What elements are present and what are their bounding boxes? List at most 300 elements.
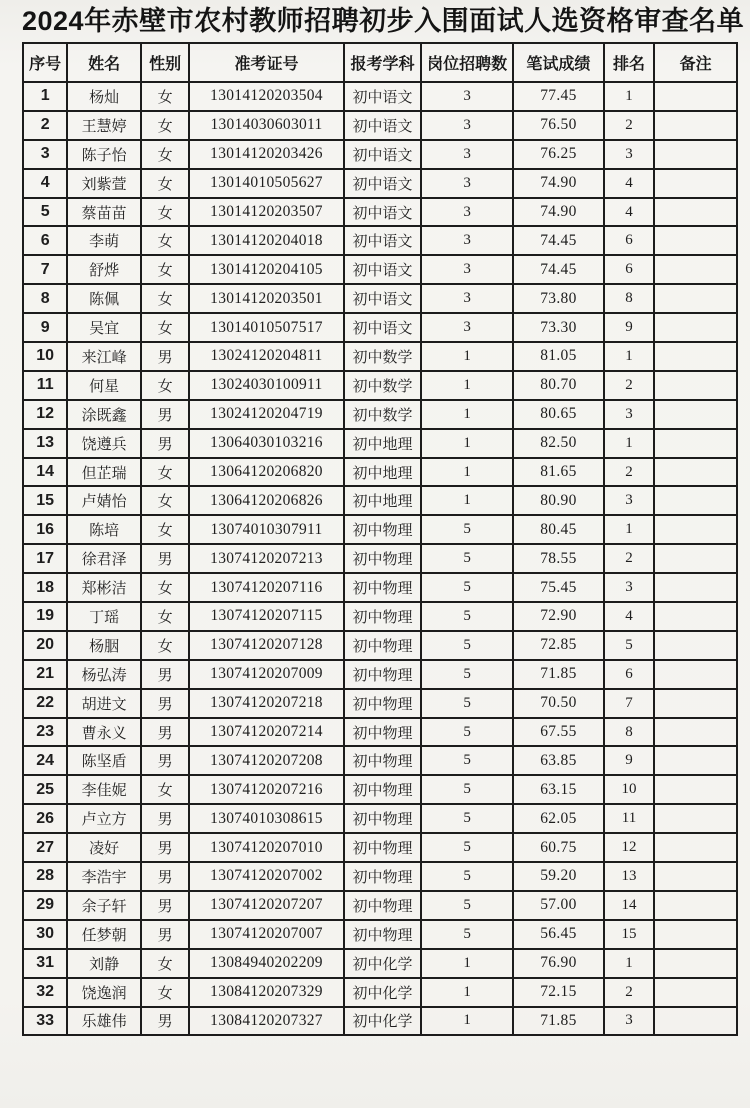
- subject-cell: 初中语文: [344, 313, 422, 342]
- gender-cell: 女: [141, 198, 189, 227]
- gender-cell: 男: [141, 920, 189, 949]
- subject-cell: 初中化学: [344, 1007, 422, 1036]
- serial-cell: 8: [23, 284, 67, 313]
- subject-cell: 初中语文: [344, 169, 422, 198]
- page-title: 2024年赤壁市农村教师招聘初步入围面试人选资格审查名单: [22, 6, 745, 36]
- gender-cell: 女: [141, 486, 189, 515]
- positions-cell: 5: [421, 515, 513, 544]
- remarks-cell: [654, 371, 737, 400]
- column-header: 笔试成绩: [513, 43, 604, 82]
- positions-cell: 3: [421, 313, 513, 342]
- serial-cell: 19: [23, 602, 67, 631]
- rank-cell: 13: [604, 862, 654, 891]
- remarks-cell: [654, 111, 737, 140]
- score-cell: 80.45: [513, 515, 604, 544]
- gender-cell: 女: [141, 978, 189, 1007]
- score-cell: 63.15: [513, 775, 604, 804]
- positions-cell: 3: [421, 198, 513, 227]
- remarks-cell: [654, 804, 737, 833]
- positions-cell: 5: [421, 775, 513, 804]
- gender-cell: 女: [141, 631, 189, 660]
- positions-cell: 1: [421, 458, 513, 487]
- exam-id-cell: 13074120207116: [189, 573, 343, 602]
- rank-cell: 1: [604, 82, 654, 111]
- rank-cell: 4: [604, 169, 654, 198]
- table-row: [23, 515, 737, 544]
- table-row: [23, 400, 737, 429]
- serial-cell: 21: [23, 660, 67, 689]
- subject-cell: 初中物理: [344, 775, 422, 804]
- gender-cell: 女: [141, 255, 189, 284]
- positions-cell: 3: [421, 169, 513, 198]
- remarks-cell: [654, 862, 737, 891]
- gender-cell: 男: [141, 544, 189, 573]
- exam-id-cell: 13074120207002: [189, 862, 343, 891]
- score-cell: 73.80: [513, 284, 604, 313]
- serial-cell: 14: [23, 458, 67, 487]
- subject-cell: 初中物理: [344, 660, 422, 689]
- serial-cell: 30: [23, 920, 67, 949]
- score-cell: 82.50: [513, 429, 604, 458]
- serial-cell: 26: [23, 804, 67, 833]
- exam-id-cell: 13074120207218: [189, 689, 343, 718]
- remarks-cell: [654, 198, 737, 227]
- name-cell: 丁瑶: [67, 602, 141, 631]
- positions-cell: 1: [421, 342, 513, 371]
- remarks-cell: [654, 689, 737, 718]
- serial-cell: 25: [23, 775, 67, 804]
- rank-cell: 11: [604, 804, 654, 833]
- gender-cell: 男: [141, 746, 189, 775]
- table-row: [23, 660, 737, 689]
- column-header: 备注: [654, 43, 737, 82]
- remarks-cell: [654, 255, 737, 284]
- table-row: [23, 862, 737, 891]
- gender-cell: 男: [141, 891, 189, 920]
- name-cell: 曹永义: [67, 718, 141, 747]
- table-row: [23, 891, 737, 920]
- table-row: [23, 169, 737, 198]
- table-row: [23, 718, 737, 747]
- remarks-cell: [654, 226, 737, 255]
- positions-cell: 5: [421, 920, 513, 949]
- serial-cell: 29: [23, 891, 67, 920]
- positions-cell: 3: [421, 284, 513, 313]
- table-row: [23, 1007, 737, 1036]
- rank-cell: 3: [604, 1007, 654, 1036]
- name-cell: 来江峰: [67, 342, 141, 371]
- column-header: 准考证号: [189, 43, 343, 82]
- remarks-cell: [654, 515, 737, 544]
- table-row: [23, 140, 737, 169]
- score-cell: 78.55: [513, 544, 604, 573]
- name-cell: 何星: [67, 371, 141, 400]
- serial-cell: 3: [23, 140, 67, 169]
- serial-cell: 24: [23, 746, 67, 775]
- rank-cell: 9: [604, 746, 654, 775]
- rank-cell: 15: [604, 920, 654, 949]
- gender-cell: 女: [141, 458, 189, 487]
- score-cell: 80.70: [513, 371, 604, 400]
- gender-cell: 女: [141, 111, 189, 140]
- remarks-cell: [654, 949, 737, 978]
- remarks-cell: [654, 920, 737, 949]
- table-row: [23, 82, 737, 111]
- name-cell: 李浩宇: [67, 862, 141, 891]
- positions-cell: 1: [421, 429, 513, 458]
- serial-cell: 23: [23, 718, 67, 747]
- remarks-cell: [654, 891, 737, 920]
- positions-cell: 5: [421, 602, 513, 631]
- positions-cell: 5: [421, 631, 513, 660]
- remarks-cell: [654, 140, 737, 169]
- name-cell: 卢婧怡: [67, 486, 141, 515]
- column-header: 姓名: [67, 43, 141, 82]
- name-cell: 杨弘涛: [67, 660, 141, 689]
- score-cell: 60.75: [513, 833, 604, 862]
- positions-cell: 3: [421, 226, 513, 255]
- exam-id-cell: 13074120207214: [189, 718, 343, 747]
- name-cell: 陈子怡: [67, 140, 141, 169]
- score-cell: 74.45: [513, 226, 604, 255]
- remarks-cell: [654, 400, 737, 429]
- rank-cell: 2: [604, 111, 654, 140]
- score-cell: 75.45: [513, 573, 604, 602]
- exam-id-cell: 13064120206826: [189, 486, 343, 515]
- serial-cell: 2: [23, 111, 67, 140]
- name-cell: 陈培: [67, 515, 141, 544]
- subject-cell: 初中物理: [344, 631, 422, 660]
- subject-cell: 初中物理: [344, 833, 422, 862]
- serial-cell: 33: [23, 1007, 67, 1036]
- table-row: [23, 775, 737, 804]
- name-cell: 吴宜: [67, 313, 141, 342]
- rank-cell: 3: [604, 140, 654, 169]
- name-cell: 陈佩: [67, 284, 141, 313]
- serial-cell: 12: [23, 400, 67, 429]
- roster-body: [23, 82, 737, 1035]
- gender-cell: 男: [141, 400, 189, 429]
- rank-cell: 2: [604, 371, 654, 400]
- remarks-cell: [654, 631, 737, 660]
- score-cell: 71.85: [513, 1007, 604, 1036]
- subject-cell: 初中物理: [344, 573, 422, 602]
- name-cell: 胡进文: [67, 689, 141, 718]
- positions-cell: 5: [421, 544, 513, 573]
- serial-cell: 9: [23, 313, 67, 342]
- name-cell: 郑彬洁: [67, 573, 141, 602]
- subject-cell: 初中数学: [344, 371, 422, 400]
- gender-cell: 女: [141, 949, 189, 978]
- rank-cell: 1: [604, 342, 654, 371]
- subject-cell: 初中物理: [344, 602, 422, 631]
- gender-cell: 女: [141, 313, 189, 342]
- table-row: [23, 602, 737, 631]
- gender-cell: 女: [141, 515, 189, 544]
- score-cell: 57.00: [513, 891, 604, 920]
- exam-id-cell: 13014120203507: [189, 198, 343, 227]
- name-cell: 饶逸润: [67, 978, 141, 1007]
- table-row: [23, 631, 737, 660]
- table-row: [23, 689, 737, 718]
- subject-cell: 初中物理: [344, 689, 422, 718]
- name-cell: 乐雄伟: [67, 1007, 141, 1036]
- exam-id-cell: 13014030603011: [189, 111, 343, 140]
- exam-id-cell: 13074120207009: [189, 660, 343, 689]
- score-cell: 81.65: [513, 458, 604, 487]
- remarks-cell: [654, 342, 737, 371]
- positions-cell: 1: [421, 486, 513, 515]
- score-cell: 74.45: [513, 255, 604, 284]
- gender-cell: 男: [141, 718, 189, 747]
- subject-cell: 初中语文: [344, 226, 422, 255]
- serial-cell: 10: [23, 342, 67, 371]
- subject-cell: 初中化学: [344, 978, 422, 1007]
- serial-cell: 15: [23, 486, 67, 515]
- serial-cell: 7: [23, 255, 67, 284]
- name-cell: 任梦朝: [67, 920, 141, 949]
- table-row: [23, 198, 737, 227]
- score-cell: 67.55: [513, 718, 604, 747]
- subject-cell: 初中语文: [344, 82, 422, 111]
- rank-cell: 4: [604, 602, 654, 631]
- name-cell: 饶遵兵: [67, 429, 141, 458]
- serial-cell: 31: [23, 949, 67, 978]
- exam-id-cell: 13074010308615: [189, 804, 343, 833]
- gender-cell: 女: [141, 602, 189, 631]
- remarks-cell: [654, 458, 737, 487]
- rank-cell: 8: [604, 718, 654, 747]
- exam-id-cell: 13014120204018: [189, 226, 343, 255]
- gender-cell: 男: [141, 862, 189, 891]
- score-cell: 62.05: [513, 804, 604, 833]
- subject-cell: 初中语文: [344, 140, 422, 169]
- exam-id-cell: 13024120204811: [189, 342, 343, 371]
- serial-cell: 11: [23, 371, 67, 400]
- exam-id-cell: 13014010505627: [189, 169, 343, 198]
- exam-id-cell: 13074120207208: [189, 746, 343, 775]
- remarks-cell: [654, 746, 737, 775]
- rank-cell: 6: [604, 226, 654, 255]
- gender-cell: 女: [141, 284, 189, 313]
- exam-id-cell: 13014010507517: [189, 313, 343, 342]
- remarks-cell: [654, 429, 737, 458]
- score-cell: 76.90: [513, 949, 604, 978]
- positions-cell: 5: [421, 660, 513, 689]
- exam-id-cell: 13014120204105: [189, 255, 343, 284]
- score-cell: 72.85: [513, 631, 604, 660]
- subject-cell: 初中地理: [344, 458, 422, 487]
- score-cell: 72.15: [513, 978, 604, 1007]
- remarks-cell: [654, 486, 737, 515]
- positions-cell: 5: [421, 833, 513, 862]
- remarks-cell: [654, 602, 737, 631]
- serial-cell: 32: [23, 978, 67, 1007]
- exam-id-cell: 13014120203504: [189, 82, 343, 111]
- table-row: [23, 833, 737, 862]
- score-cell: 77.45: [513, 82, 604, 111]
- exam-id-cell: 13084120207329: [189, 978, 343, 1007]
- gender-cell: 女: [141, 775, 189, 804]
- serial-cell: 18: [23, 573, 67, 602]
- name-cell: 王慧婷: [67, 111, 141, 140]
- rank-cell: 3: [604, 400, 654, 429]
- score-cell: 80.90: [513, 486, 604, 515]
- header-row: [23, 43, 737, 82]
- name-cell: 李萌: [67, 226, 141, 255]
- positions-cell: 5: [421, 689, 513, 718]
- subject-cell: 初中语文: [344, 111, 422, 140]
- exam-id-cell: 13014120203501: [189, 284, 343, 313]
- gender-cell: 男: [141, 1007, 189, 1036]
- rank-cell: 2: [604, 458, 654, 487]
- serial-cell: 4: [23, 169, 67, 198]
- table-row: [23, 920, 737, 949]
- serial-cell: 16: [23, 515, 67, 544]
- name-cell: 舒烨: [67, 255, 141, 284]
- gender-cell: 男: [141, 804, 189, 833]
- positions-cell: 1: [421, 978, 513, 1007]
- score-cell: 72.90: [513, 602, 604, 631]
- rank-cell: 3: [604, 573, 654, 602]
- table-row: [23, 429, 737, 458]
- positions-cell: 1: [421, 371, 513, 400]
- remarks-cell: [654, 169, 737, 198]
- rank-cell: 9: [604, 313, 654, 342]
- remarks-cell: [654, 978, 737, 1007]
- name-cell: 徐君泽: [67, 544, 141, 573]
- positions-cell: 5: [421, 746, 513, 775]
- remarks-cell: [654, 544, 737, 573]
- roster-table: [22, 42, 738, 1036]
- subject-cell: 初中物理: [344, 891, 422, 920]
- score-cell: 80.65: [513, 400, 604, 429]
- remarks-cell: [654, 660, 737, 689]
- positions-cell: 5: [421, 891, 513, 920]
- name-cell: 但芷瑞: [67, 458, 141, 487]
- serial-cell: 17: [23, 544, 67, 573]
- table-row: [23, 255, 737, 284]
- name-cell: 刘静: [67, 949, 141, 978]
- name-cell: 蔡苗苗: [67, 198, 141, 227]
- subject-cell: 初中物理: [344, 920, 422, 949]
- exam-id-cell: 13074120207207: [189, 891, 343, 920]
- gender-cell: 女: [141, 140, 189, 169]
- score-cell: 81.05: [513, 342, 604, 371]
- serial-cell: 1: [23, 82, 67, 111]
- exam-id-cell: 13064120206820: [189, 458, 343, 487]
- column-header: 报考学科: [344, 43, 422, 82]
- rank-cell: 5: [604, 631, 654, 660]
- subject-cell: 初中物理: [344, 746, 422, 775]
- gender-cell: 男: [141, 833, 189, 862]
- column-header: 岗位招聘数: [421, 43, 513, 82]
- positions-cell: 1: [421, 400, 513, 429]
- score-cell: 76.25: [513, 140, 604, 169]
- serial-cell: 20: [23, 631, 67, 660]
- table-row: [23, 111, 737, 140]
- positions-cell: 3: [421, 111, 513, 140]
- subject-cell: 初中语文: [344, 198, 422, 227]
- positions-cell: 5: [421, 573, 513, 602]
- rank-cell: 3: [604, 486, 654, 515]
- name-cell: 余子轩: [67, 891, 141, 920]
- table-row: [23, 573, 737, 602]
- remarks-cell: [654, 718, 737, 747]
- rank-cell: 12: [604, 833, 654, 862]
- rank-cell: 6: [604, 255, 654, 284]
- exam-id-cell: 13074010307911: [189, 515, 343, 544]
- exam-id-cell: 13074120207115: [189, 602, 343, 631]
- rank-cell: 2: [604, 978, 654, 1007]
- name-cell: 涂既鑫: [67, 400, 141, 429]
- exam-id-cell: 13074120207128: [189, 631, 343, 660]
- serial-cell: 28: [23, 862, 67, 891]
- table-row: [23, 313, 737, 342]
- serial-cell: 27: [23, 833, 67, 862]
- name-cell: 李佳妮: [67, 775, 141, 804]
- gender-cell: 女: [141, 226, 189, 255]
- table-row: [23, 978, 737, 1007]
- subject-cell: 初中语文: [344, 255, 422, 284]
- rank-cell: 2: [604, 544, 654, 573]
- gender-cell: 女: [141, 371, 189, 400]
- exam-id-cell: 13084120207327: [189, 1007, 343, 1036]
- table-row: [23, 371, 737, 400]
- positions-cell: 5: [421, 862, 513, 891]
- exam-id-cell: 13064030103216: [189, 429, 343, 458]
- rank-cell: 4: [604, 198, 654, 227]
- table-row: [23, 544, 737, 573]
- serial-cell: 6: [23, 226, 67, 255]
- remarks-cell: [654, 313, 737, 342]
- positions-cell: 5: [421, 804, 513, 833]
- score-cell: 74.90: [513, 169, 604, 198]
- rank-cell: 8: [604, 284, 654, 313]
- subject-cell: 初中数学: [344, 342, 422, 371]
- subject-cell: 初中物理: [344, 862, 422, 891]
- rank-cell: 1: [604, 429, 654, 458]
- name-cell: 卢立方: [67, 804, 141, 833]
- score-cell: 59.20: [513, 862, 604, 891]
- column-header: 排名: [604, 43, 654, 82]
- positions-cell: 1: [421, 1007, 513, 1036]
- gender-cell: 男: [141, 660, 189, 689]
- remarks-cell: [654, 284, 737, 313]
- serial-cell: 22: [23, 689, 67, 718]
- positions-cell: 3: [421, 82, 513, 111]
- positions-cell: 1: [421, 949, 513, 978]
- table-row: [23, 486, 737, 515]
- remarks-cell: [654, 573, 737, 602]
- remarks-cell: [654, 82, 737, 111]
- gender-cell: 男: [141, 342, 189, 371]
- subject-cell: 初中数学: [344, 400, 422, 429]
- subject-cell: 初中地理: [344, 486, 422, 515]
- table-row: [23, 804, 737, 833]
- positions-cell: 5: [421, 718, 513, 747]
- gender-cell: 女: [141, 573, 189, 602]
- exam-id-cell: 13024120204719: [189, 400, 343, 429]
- column-header: 序号: [23, 43, 67, 82]
- rank-cell: 14: [604, 891, 654, 920]
- score-cell: 71.85: [513, 660, 604, 689]
- serial-cell: 13: [23, 429, 67, 458]
- subject-cell: 初中物理: [344, 718, 422, 747]
- name-cell: 刘紫萱: [67, 169, 141, 198]
- remarks-cell: [654, 775, 737, 804]
- rank-cell: 6: [604, 660, 654, 689]
